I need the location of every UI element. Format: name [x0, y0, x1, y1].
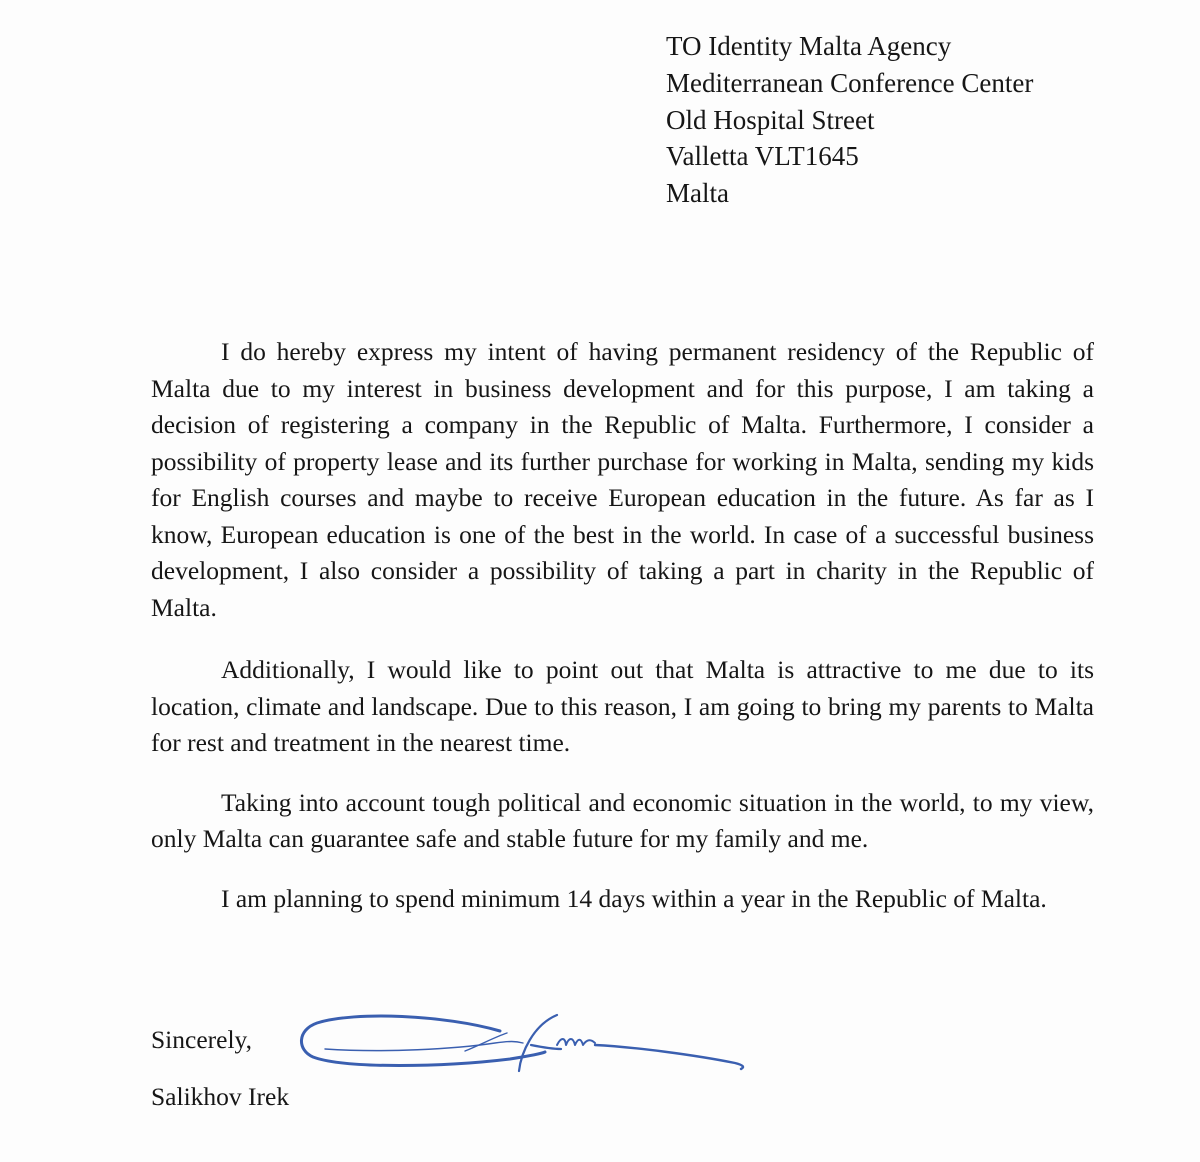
address-line-4: Valletta VLT1645	[666, 141, 859, 172]
address-line-3: Old Hospital Street	[666, 104, 875, 135]
address-line-5: Malta	[666, 178, 729, 209]
body-paragraph-4: I am planning to spend minimum 14 days within a year in the Republic of Malta.	[221, 883, 1047, 913]
body-paragraph-1: I do hereby express my intent of having permanent residency of the Republic of Malta due to my interest in business development and for this purpose, I am taking a decision of registering a company in the Republic of Malta. Furthermore, I consider a possibility of property lease and its further purchase for working in Malta, sending my kids for English courses and maybe to receive European education in the future. As far as I know, European education is one of the best in the world. In case of a successful business development, I also consider a possibility of taking a part in charity in the Republic of Malta.	[151, 337, 1094, 622]
address-line-2: Mediterranean Conference Center	[666, 67, 1034, 98]
address-line-1: TO Identity Malta Agency	[666, 31, 952, 61]
signature-tall-letter	[519, 1015, 561, 1071]
recipient-address	[666, 28, 1033, 212]
signature-strokes	[301, 1015, 743, 1071]
letter-body	[151, 334, 1094, 917]
signature-loop	[301, 1016, 545, 1065]
signer-name: Salikhov Irek	[151, 1082, 290, 1111]
signature-inner-line	[325, 1042, 523, 1051]
closing-salutation: Sincerely,	[151, 1025, 253, 1054]
handwritten-signature-icon	[295, 1005, 755, 1095]
signature-tail	[595, 1045, 743, 1069]
body-paragraph-2: Additionally, I would like to point out that Malta is attractive to me due to its location, climate and landscape. Due to this reason, I am going to bring my parents to Malta for rest and treatment in the nearest time.	[151, 655, 1094, 757]
body-paragraph-3: Taking into account tough political and economic situation in the world, to my view, only Malta can guarantee safe and stable future for my family and me.	[151, 787, 1094, 853]
signature-scribble	[557, 1039, 595, 1045]
